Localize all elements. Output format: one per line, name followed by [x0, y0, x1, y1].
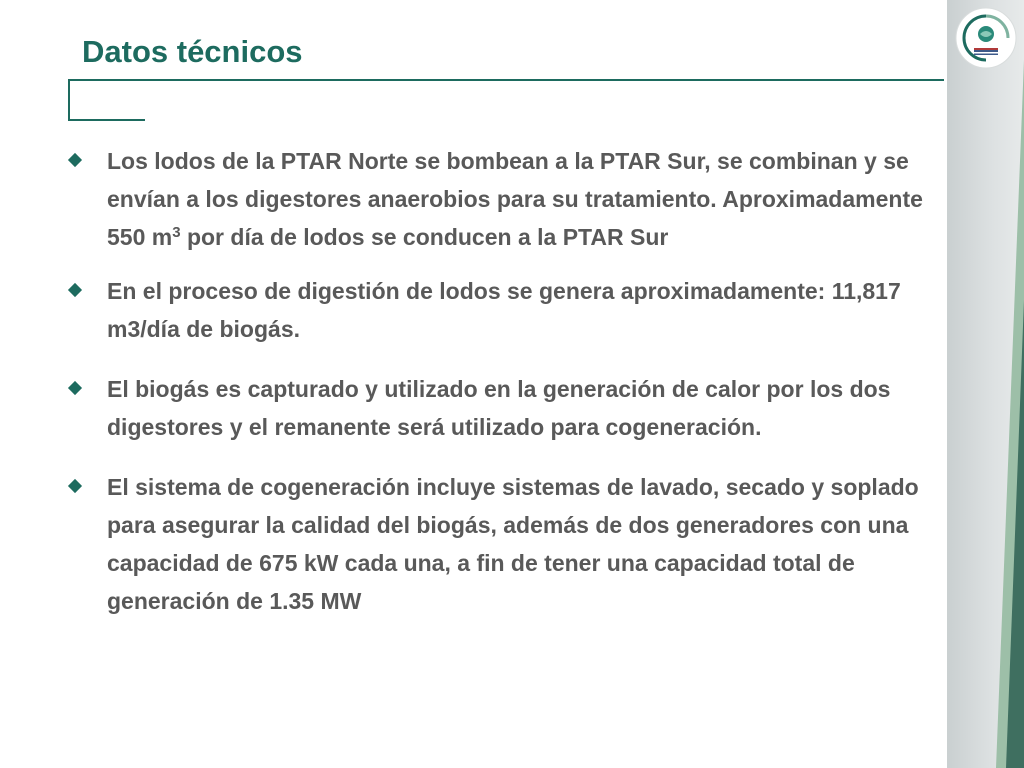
title-bracket-horizontal	[68, 119, 145, 121]
bullet-text: El sistema de cogeneración incluye sistemas de lavado, secado y soplado para asegurar la calidad del biogás, además de dos generadores con una capacidad de 675 kW cada una, a fin de tener una capacidad total de generación de 1.35 MW	[107, 474, 919, 614]
diamond-bullet-icon	[68, 381, 82, 395]
diamond-bullet-icon	[68, 283, 82, 297]
bullet-text: Los lodos de la PTAR Norte se bombean a la PTAR Sur, se combinan y se envían a los digestores anaerobios para su tratamiento. Aproximadamente 550 $m^3$ por día de lodos se conducen a la PTAR Sur	[107, 148, 923, 250]
bullet-item	[64, 142, 944, 256]
decorative-stripes	[946, 0, 1024, 768]
title-underline	[68, 79, 944, 81]
bullet-item	[64, 468, 944, 620]
organization-logo-icon	[954, 6, 1018, 70]
diamond-bullet-icon	[68, 479, 82, 493]
bullet-item	[64, 272, 944, 348]
superscript: 3	[172, 224, 181, 241]
bullet-list	[64, 142, 944, 620]
slide-title: Datos técnicos	[82, 34, 303, 69]
bullet-item	[64, 370, 944, 446]
bullet-text: El biogás es capturado y utilizado en la generación de calor por los dos digestores y el remanente será utilizado para cogeneración.	[107, 376, 891, 440]
title-bracket-vertical	[68, 79, 70, 121]
diamond-bullet-icon	[68, 153, 82, 167]
bullet-text: En el proceso de digestión de lodos se genera aproximadamente: 11,817 m3/día de biogás.	[107, 278, 901, 342]
